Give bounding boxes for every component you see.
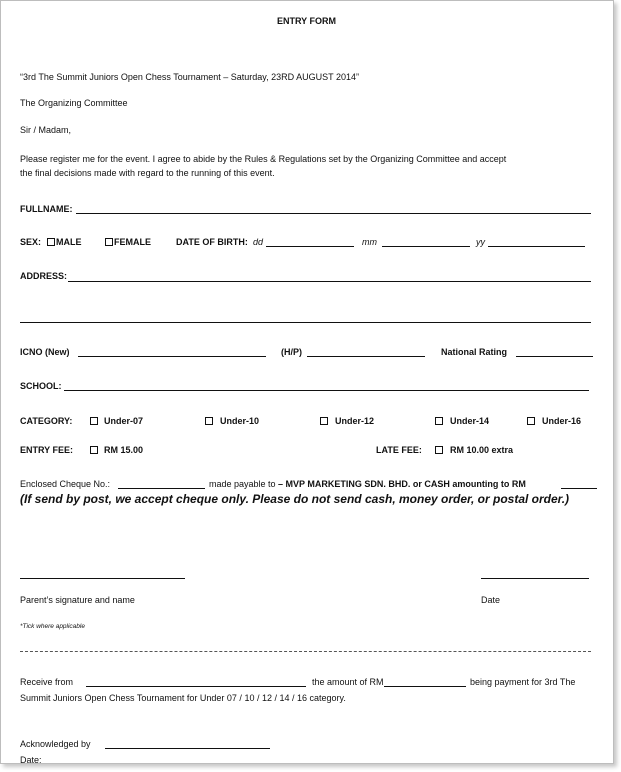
event-line: “3rd The Summit Juniors Open Chess Tournament – Saturday, 23RD AUGUST 2014” (20, 72, 359, 82)
under-16-checkbox[interactable] (527, 417, 535, 425)
signature-label: Parent’s signature and name (20, 595, 135, 605)
under-14-label: Under-14 (450, 416, 490, 426)
receipt-date-label: Date: (20, 755, 42, 765)
cheque-number-field[interactable] (118, 488, 205, 489)
male-checkbox[interactable] (47, 238, 55, 246)
under-07-checkbox[interactable] (90, 417, 98, 425)
cheque-amount-field[interactable] (561, 488, 597, 489)
address-field-line1[interactable] (68, 281, 591, 282)
dob-label: DATE OF BIRTH: (176, 237, 248, 247)
salutation: Sir / Madam, (20, 125, 72, 135)
recipient: The Organizing Committee (20, 98, 128, 108)
school-label: SCHOOL: (20, 381, 62, 391)
signature-date-field[interactable] (481, 578, 589, 579)
receipt-line-2: Summit Juniors Open Chess Tournament for Under 07 / 10 / 12 / 14 / 16 category. (20, 693, 346, 703)
entry-fee-checkbox[interactable] (90, 446, 98, 454)
cheque-payee: – MVP MARKETING SDN. BHD. or CASH amounting to RM (278, 479, 526, 489)
intro-line-2: the final decisions made with regard to the running of this event. (20, 168, 275, 178)
under-14-checkbox[interactable] (435, 417, 443, 425)
acknowledged-field[interactable] (105, 748, 270, 749)
intro-line-1: Please register me for the event. I agree to abide by the Rules & Regulations set by the Organizing Committee and accept (20, 154, 507, 164)
entry-fee-amount: RM 15.00 (104, 445, 144, 455)
address-label: ADDRESS: (20, 271, 68, 281)
category-label: CATEGORY: (20, 416, 73, 426)
icno-label: ICNO (New) (20, 347, 70, 357)
dob-day-field[interactable] (266, 246, 354, 247)
form-title: ENTRY FORM (277, 16, 337, 26)
rating-label: National Rating (441, 347, 508, 357)
icno-field[interactable] (78, 356, 266, 357)
receive-from-label: Receive from (20, 677, 74, 687)
late-fee-label: LATE FEE: (376, 445, 422, 455)
receive-from-field[interactable] (86, 686, 306, 687)
sex-label: SEX: (20, 237, 42, 247)
rating-field[interactable] (516, 356, 593, 357)
amount-field[interactable] (384, 686, 466, 687)
late-fee-amount: RM 10.00 extra (450, 445, 514, 455)
male-label: MALE (56, 237, 82, 247)
dd-label: dd (253, 237, 264, 247)
cheque-middle: made payable to (209, 479, 276, 489)
late-fee-checkbox[interactable] (435, 446, 443, 454)
under-12-label: Under-12 (335, 416, 375, 426)
amount-label: the amount of RM (312, 677, 384, 687)
hp-field[interactable] (307, 356, 425, 357)
mm-label: mm (362, 237, 377, 247)
under-07-label: Under-07 (104, 416, 144, 426)
dob-month-field[interactable] (382, 246, 470, 247)
female-label: FEMALE (114, 237, 151, 247)
under-10-label: Under-10 (220, 416, 260, 426)
signature-field[interactable] (20, 578, 185, 579)
under-10-checkbox[interactable] (205, 417, 213, 425)
under-16-label: Under-16 (542, 416, 582, 426)
dob-year-field[interactable] (488, 246, 585, 247)
school-field[interactable] (64, 390, 589, 391)
address-field-line2[interactable] (20, 322, 591, 323)
cheque-note: (If send by post, we accept cheque only. Please do not send cash, money order, or postal order.) (20, 492, 570, 506)
acknowledged-label: Acknowledged by (20, 739, 91, 749)
hp-label: (H/P) (281, 347, 302, 357)
fullname-label: FULLNAME: (20, 204, 73, 214)
being-payment-label: being payment for 3rd The (470, 677, 576, 687)
yy-label: yy (476, 237, 485, 247)
cheque-prefix: Enclosed Cheque No.: (20, 479, 111, 489)
cut-line (20, 651, 591, 652)
under-12-checkbox[interactable] (320, 417, 328, 425)
date-label: Date (481, 595, 501, 605)
fullname-field[interactable] (76, 213, 591, 214)
female-checkbox[interactable] (105, 238, 113, 246)
entry-fee-label: ENTRY FEE: (20, 445, 74, 455)
tick-note: *Tick where applicable (20, 623, 85, 630)
